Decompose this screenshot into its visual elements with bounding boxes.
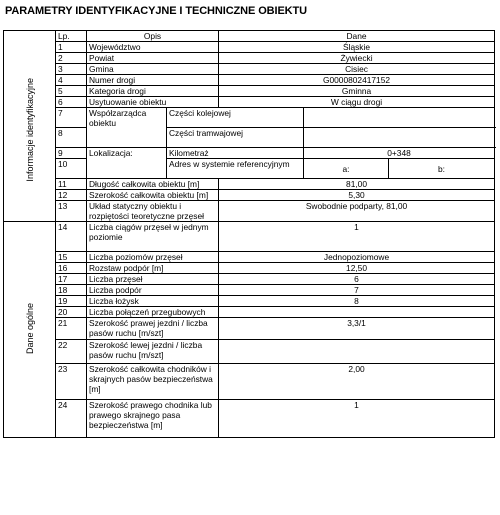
row-dane: 81,00 — [219, 179, 495, 190]
table-row — [4, 97, 495, 108]
row-lp: 22 — [56, 340, 87, 364]
section-label-identification — [4, 42, 56, 222]
row-lp: 20 — [56, 307, 87, 318]
table-row — [4, 128, 495, 148]
page-title: PARAMETRY IDENTYFIKACYJNE I TECHNICZNE OBIEKTU — [5, 5, 307, 17]
section-label-identification-text: Informacje identyfikacyjne — [24, 78, 35, 183]
row-lp: 14 — [56, 222, 87, 252]
row-dane: 6 — [219, 274, 495, 285]
row-sub: Części tramwajowej — [167, 128, 304, 148]
row-dane: G0000802417152 — [219, 75, 495, 86]
row-lp: 5 — [56, 86, 87, 97]
row-lp: 4 — [56, 75, 87, 86]
row-opis: Numer drogi — [87, 75, 219, 86]
row-lp: 24 — [56, 400, 87, 438]
table-row — [4, 64, 495, 75]
row-dane: Jednopoziomowe — [219, 252, 495, 263]
row-lp: 16 — [56, 263, 87, 274]
row-lp: 18 — [56, 285, 87, 296]
table-row — [4, 263, 495, 274]
row-dane — [219, 307, 495, 318]
row-dane: Swobodnie podparty, 81,00 — [219, 201, 495, 222]
dane-header: Dane — [219, 31, 495, 42]
row-opis: Usytuowanie obiektu — [87, 97, 219, 108]
row-dane: 1 — [219, 222, 495, 252]
row-opis: Powiat — [87, 53, 219, 64]
row-opis: Współzarządca obiektu — [87, 108, 167, 148]
row-dane: Gminna — [219, 86, 495, 97]
table-row — [4, 400, 495, 438]
row-lp: 6 — [56, 97, 87, 108]
row-lp: 2 — [56, 53, 87, 64]
row-lp: 9 — [56, 148, 87, 159]
row-sub: Kilometraż — [167, 148, 304, 159]
row-address-b: b: — [389, 159, 495, 179]
table-row — [4, 148, 495, 159]
row-dane: 0+348 — [304, 148, 495, 159]
table-row — [4, 159, 495, 179]
row-opis: Kategoria drogi — [87, 86, 219, 97]
row-opis: Liczba ciągów przęseł w jednym poziomie — [87, 222, 219, 252]
row-opis: Szerokość całkowita chodników i skrajnych pasów bezpieczeństwa [m] — [87, 364, 219, 400]
table-row — [4, 307, 495, 318]
row-dane — [219, 340, 495, 364]
row-sub: Adres w systemie referencyjnym — [167, 159, 304, 179]
table-row — [4, 318, 495, 340]
row-lp: 23 — [56, 364, 87, 400]
row-lp: 10 — [56, 159, 87, 179]
row-lp: 19 — [56, 296, 87, 307]
row-opis: Szerokość prawego chodnika lub prawego skrajnego pasa bezpieczeństwa [m] — [87, 400, 219, 438]
row-dane: W ciągu drogi — [219, 97, 495, 108]
row-lp: 15 — [56, 252, 87, 263]
row-lp: 8 — [56, 128, 87, 148]
row-opis: Szerokość prawej jezdni / liczba pasów ruchu [m/szt] — [87, 318, 219, 340]
section-column-header — [4, 31, 56, 42]
row-lp: 17 — [56, 274, 87, 285]
table-row — [4, 86, 495, 97]
row-opis: Województwo — [87, 42, 219, 53]
table-row — [4, 179, 495, 190]
table-row — [4, 222, 495, 252]
row-dane: Śląskie — [219, 42, 495, 53]
row-opis: Liczba przęseł — [87, 274, 219, 285]
row-dane: 12,50 — [219, 263, 495, 274]
section-label-general — [4, 222, 56, 438]
row-address-a: a: — [304, 159, 389, 179]
table-row — [4, 252, 495, 263]
row-lp: 12 — [56, 190, 87, 201]
row-dane: 8 — [219, 296, 495, 307]
parameters-table — [3, 30, 495, 438]
row-lp: 11 — [56, 179, 87, 190]
row-lp: 21 — [56, 318, 87, 340]
row-opis: Liczba podpór — [87, 285, 219, 296]
row-opis: Układ statyczny obiektu i rozpiętości teoretyczne przęseł — [87, 201, 219, 222]
row-dane: Żywiecki — [219, 53, 495, 64]
row-dane: 7 — [219, 285, 495, 296]
row-opis: Długość całkowita obiektu [m] — [87, 179, 219, 190]
table-row — [4, 108, 495, 128]
row-dane: 1 — [219, 400, 495, 438]
row-opis: Liczba połączeń przegubowych — [87, 307, 219, 318]
table-row — [4, 274, 495, 285]
row-opis: Liczba łożysk — [87, 296, 219, 307]
lp-header: Lp. — [56, 31, 87, 42]
row-opis: Gmina — [87, 64, 219, 75]
table-row — [4, 296, 495, 307]
row-sub: Części kolejowej — [167, 108, 304, 128]
row-dane: 2,00 — [219, 364, 495, 400]
table-row — [4, 201, 495, 222]
section-label-general-text: Dane ogólne — [24, 302, 35, 355]
row-lp: 1 — [56, 42, 87, 53]
row-opis: Szerokość całkowita obiektu [m] — [87, 190, 219, 201]
table-row — [4, 75, 495, 86]
row-dane: 3,3/1 — [219, 318, 495, 340]
row-opis: Szerokość lewej jezdni / liczba pasów ruchu [m/szt] — [87, 340, 219, 364]
row-dane: Cisiec — [219, 64, 495, 75]
row-dane: 5,30 — [219, 190, 495, 201]
table-row — [4, 364, 495, 400]
row-dane — [304, 128, 495, 148]
opis-header: Opis — [87, 31, 219, 42]
row-opis: Liczba poziomów przęseł — [87, 252, 219, 263]
row-lp: 3 — [56, 64, 87, 75]
row-lp: 7 — [56, 108, 87, 128]
table-row — [4, 42, 495, 53]
row-dane — [304, 108, 495, 128]
table-row — [4, 190, 495, 201]
row-opis: Rozstaw podpór [m] — [87, 263, 219, 274]
table-row — [4, 53, 495, 64]
table-header-row — [4, 31, 495, 42]
table-row — [4, 340, 495, 364]
row-lp: 13 — [56, 201, 87, 222]
row-opis: Lokalizacja: — [87, 148, 167, 179]
table-row — [4, 285, 495, 296]
